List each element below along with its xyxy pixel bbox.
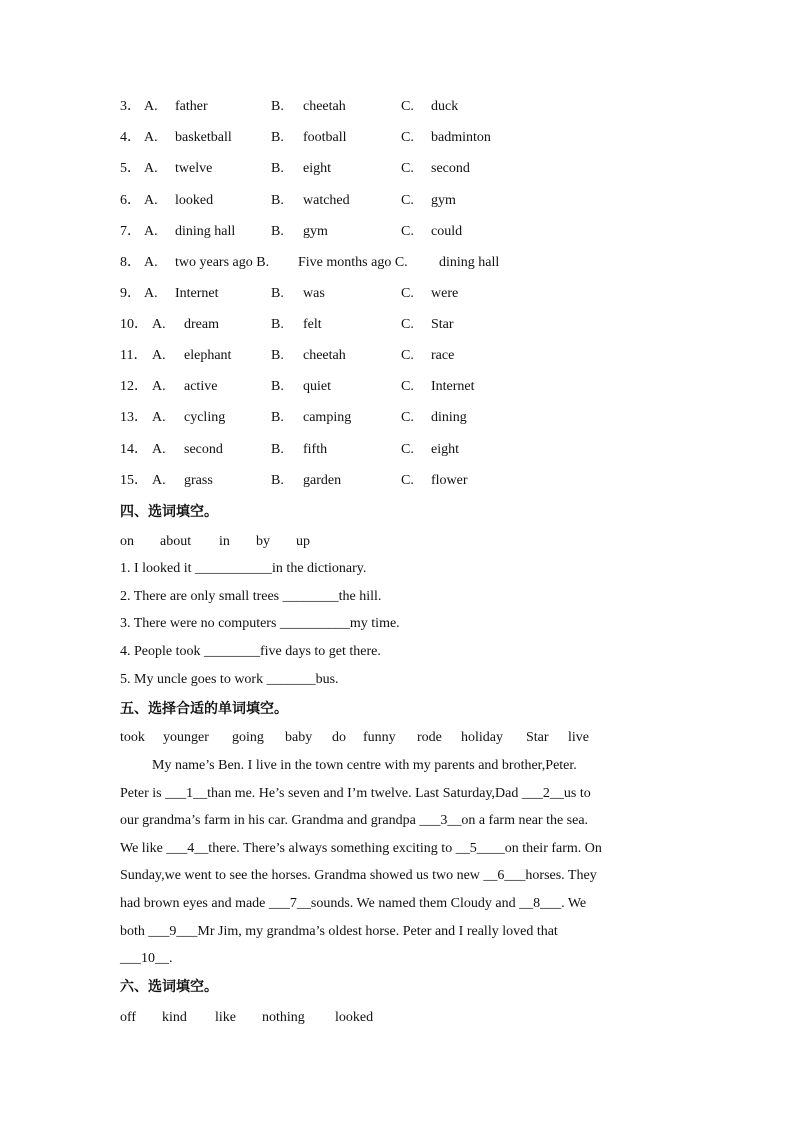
passage-line: both ___9___Mr Jim, my grandma’s oldest horse. Peter and I really loved that [120, 923, 558, 939]
option-text: second [431, 161, 470, 176]
word-bank-item: kind [162, 1010, 187, 1025]
option-letter: B. [271, 410, 284, 425]
word-bank-item: nothing [262, 1010, 305, 1025]
option-letter: C. [401, 348, 414, 363]
word-bank-item: live [568, 730, 589, 745]
option-letter: A. [152, 410, 166, 425]
question-number: 8． [120, 255, 141, 270]
word-bank-item: younger [163, 730, 209, 745]
option-letter: B. [271, 473, 284, 488]
fill-sentence: 1. I looked it ___________in the dictionary. [120, 561, 367, 576]
option-letter: A. [152, 348, 166, 363]
option-letter: C. [401, 224, 414, 239]
word-bank-item: looked [335, 1010, 374, 1025]
option-letter: B. [271, 379, 284, 394]
question-number: 11． [120, 348, 148, 363]
word-bank-item: on [120, 534, 134, 549]
option-text: looked [175, 193, 214, 208]
word-bank-item: by [256, 534, 270, 549]
option-letter: C. [401, 130, 414, 145]
passage-line: our grandma’s farm in his car. Grandma and grandpa ___3__on a farm near the sea. [120, 813, 589, 829]
option-text: Internet [431, 379, 475, 394]
option-letter: B. [271, 99, 284, 114]
word-bank-item: going [232, 730, 264, 745]
passage-line: Peter is ___1__than me. He’s seven and I’m twelve. Last Saturday,Dad ___2__us to [120, 785, 591, 801]
option-letter: C. [401, 410, 414, 425]
passage-line: ___10__. [120, 951, 173, 967]
section-4-heading: 四、选词填空。 [120, 504, 218, 520]
option-text: gym [303, 224, 328, 239]
word-bank-item: off [120, 1010, 137, 1025]
question-number: 7． [120, 224, 141, 239]
question-number: 3． [120, 99, 141, 114]
option-letter: A. [144, 99, 158, 114]
option-text: was [303, 286, 325, 301]
option-letter: C. [401, 379, 414, 394]
fill-sentence: 3. There were no computers __________my time. [120, 616, 400, 631]
option-text: dining hall [439, 255, 500, 270]
passage-line: We like ___4__there. There’s always something exciting to __5____on their farm. On [120, 840, 602, 856]
option-letter: B. [271, 193, 284, 208]
option-text: dining [431, 410, 467, 425]
option-letter: B. [271, 317, 284, 332]
passage-line: had brown eyes and made ___7__sounds. We named them Cloudy and __8___. We [120, 895, 587, 911]
option-letter: A. [144, 286, 158, 301]
cloze-passage [120, 752, 680, 973]
word-bank-item: in [219, 534, 230, 549]
option-text: active [184, 379, 218, 394]
option-letter: A. [144, 161, 158, 176]
option-letter: C. [401, 286, 414, 301]
section-5-heading: 五、选择合适的单词填空。 [120, 701, 288, 717]
option-text: cheetah [303, 348, 346, 363]
option-text: Star [431, 317, 454, 332]
option-text: felt [303, 317, 322, 332]
question-number: 15． [120, 473, 148, 488]
word-bank-item: baby [285, 730, 313, 745]
word-bank-item: Star [526, 730, 549, 745]
option-text: Five months ago C. [298, 255, 408, 270]
option-letter: B. [271, 224, 284, 239]
question-number: 10． [120, 317, 148, 332]
option-text: badminton [431, 130, 491, 145]
option-letter: B. [271, 286, 284, 301]
option-text: could [431, 224, 463, 239]
option-text: gym [431, 193, 456, 208]
option-letter: A. [144, 224, 158, 239]
option-text: cheetah [303, 99, 346, 114]
section-6-heading: 六、选词填空。 [120, 979, 218, 995]
fill-sentence: 2. There are only small trees ________the hill. [120, 589, 382, 604]
question-number: 4． [120, 130, 141, 145]
option-letter: A. [152, 317, 166, 332]
question-number: 9． [120, 286, 141, 301]
option-letter: A. [144, 193, 158, 208]
option-letter: A. [152, 473, 166, 488]
option-text: duck [431, 99, 459, 114]
word-bank-item: took [120, 730, 145, 745]
option-letter: A. [152, 442, 166, 457]
option-letter: C. [401, 442, 414, 457]
option-letter: A. [144, 255, 158, 270]
option-text: camping [303, 410, 352, 425]
option-text: basketball [175, 130, 232, 145]
option-text: race [431, 348, 455, 363]
option-text: twelve [175, 161, 213, 176]
option-text: eight [431, 442, 459, 457]
option-text: elephant [184, 348, 232, 363]
word-bank-item: do [332, 730, 346, 745]
option-text: watched [303, 193, 350, 208]
option-text: garden [303, 473, 342, 488]
option-letter: B. [271, 442, 284, 457]
option-letter: C. [401, 99, 414, 114]
option-text: dream [184, 317, 219, 332]
option-text: were [431, 286, 459, 301]
word-bank-item: funny [363, 730, 396, 745]
option-text: quiet [303, 379, 331, 394]
option-text: eight [303, 161, 331, 176]
option-letter: B. [271, 130, 284, 145]
question-number: 6． [120, 193, 141, 208]
option-letter: B. [271, 348, 284, 363]
option-text: grass [184, 473, 213, 488]
question-number: 13． [120, 410, 148, 425]
option-text: father [175, 99, 208, 114]
option-text: football [303, 130, 347, 145]
question-number: 5． [120, 161, 141, 176]
word-bank-item: rode [417, 730, 442, 745]
option-letter: C. [401, 161, 414, 176]
passage-line: My name’s Ben. I live in the town centre with my parents and brother,Peter. [152, 758, 577, 773]
option-text: second [184, 442, 223, 457]
question-number: 14． [120, 442, 148, 457]
word-bank-item: up [296, 534, 310, 549]
question-number: 12． [120, 379, 148, 394]
option-text: flower [431, 473, 468, 488]
word-bank-item: holiday [461, 730, 503, 745]
fill-sentence: 5. My uncle goes to work _______bus. [120, 672, 339, 687]
option-text: cycling [184, 410, 226, 425]
option-letter: C. [401, 473, 414, 488]
word-bank-item: like [215, 1010, 236, 1025]
option-letter: A. [152, 379, 166, 394]
fill-sentence: 4. People took ________five days to get there. [120, 644, 381, 659]
option-letter: B. [271, 161, 284, 176]
passage-line: Sunday,we went to see the horses. Grandma showed us two new __6___horses. They [120, 868, 597, 884]
option-letter: C. [401, 317, 414, 332]
option-text: dining hall [175, 224, 236, 239]
option-text: two years ago B. [175, 255, 270, 270]
option-letter: A. [144, 130, 158, 145]
option-text: fifth [303, 442, 328, 457]
option-text: Internet [175, 286, 219, 301]
option-letter: C. [401, 193, 414, 208]
word-bank-item: about [160, 534, 192, 549]
